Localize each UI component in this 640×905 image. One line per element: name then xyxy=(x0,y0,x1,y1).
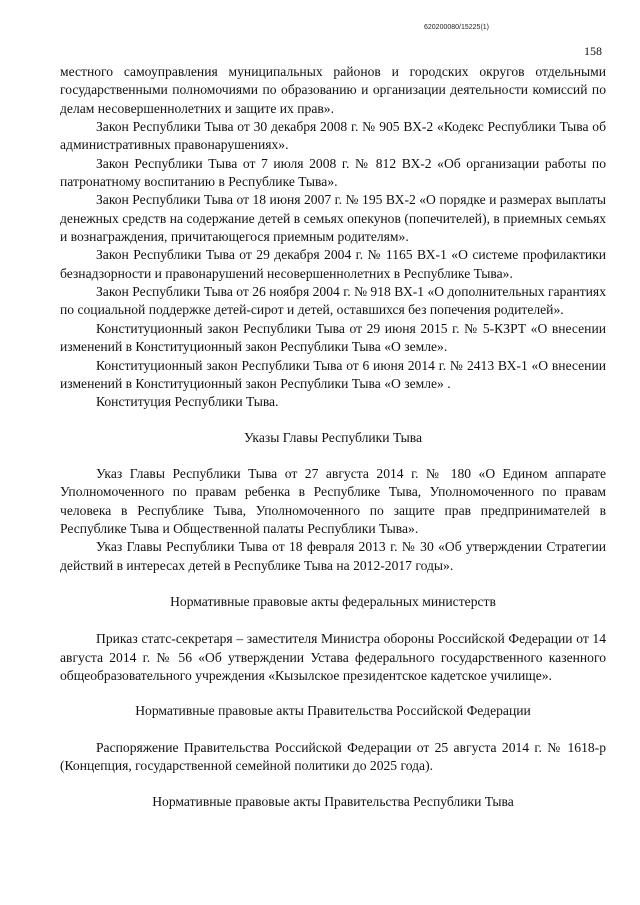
government-rf-paragraph: Распоряжение Правительства Российской Федерации от 25 августа 2014 г. № 1618-р (Концепция, государственной семейной политики до 2025 года). xyxy=(60,739,606,773)
section-heading-ministries: Нормативные правовые акты федеральных министерств xyxy=(170,593,496,609)
law-paragraph: Закон Республики Тыва от 7 июля 2008 г. № 812 ВХ-2 «Об организации работы по патронатному воспитанию в Республике Тыва». xyxy=(60,155,606,190)
section-heading-government-tyva: Нормативные правовые акты Правительства Республики Тыва xyxy=(152,794,514,810)
paragraph-continuation: местного самоуправления муниципальных районов и городских округов отдельными государственными полномочиями по образованию и организации деятельности комиссий по делам несовершеннолетних и защите их прав». xyxy=(60,64,606,116)
decree-paragraph: Указ Главы Республики Тыва от 27 августа 2014 г. № 180 «О Едином аппарате Уполномоченного по правам ребенка в Республике Тыва, Уполномоченного по правам человека в Республике Тыва, Уполномоченного по защите прав предпринимателей в Республике Тыва и Общественной палаты Республики Тыва». xyxy=(60,465,606,536)
law-paragraph: Закон Республики Тыва от 29 декабря 2004 г. № 1165 ВХ-1 «О системе профилактики безнадзорности и правонарушений несовершеннолетних в Республике Тыва». xyxy=(60,247,606,281)
law-paragraph: Конституционный закон Республики Тыва от 6 июня 2014 г. № 2413 ВХ-1 «О внесении изменений в Конституционный закон Республики Тыва «О земле» . xyxy=(60,357,606,391)
section-heading-government-rf: Нормативные правовые акты Правительства Российской Федерации xyxy=(135,703,531,719)
law-paragraph: Конституционный закон Республики Тыва от 29 июня 2015 г. № 5-КЗРТ «О внесении изменений в Конституционный закон Республики Тыва «О земле». xyxy=(60,320,606,355)
law-paragraph: Закон Республики Тыва от 18 июня 2007 г. № 195 ВХ-2 «О порядке и размерах выплаты денежных средств на содержание детей в семьях опекунов (попечителей), в приемных семьях и вознаграждения, причитающегося приемным родителям». xyxy=(60,192,606,245)
page-number: 158 xyxy=(584,44,602,58)
section-heading-decrees: Указы Главы Республики Тыва xyxy=(244,429,422,445)
document-id: 620200080/15225(1) xyxy=(424,24,490,31)
document-body xyxy=(60,63,606,812)
ministry-paragraph: Приказ статс-секретаря – заместителя Министра обороны Российской Федерации от 14 августа 2014 г. № 56 «Об утверждении Устава федерального государственного казенного общеобразовательного учреждения «Кызылское президентское кадетское училище». xyxy=(60,631,606,683)
law-paragraph: Конституция Республики Тыва. xyxy=(96,394,279,410)
law-paragraph: Закон Республики Тыва от 26 ноября 2004 г. № 918 ВХ-1 «О дополнительных гарантиях по социальной поддержке детей-сирот и детей, оставшихся без попечения родителей». xyxy=(60,284,606,318)
decree-paragraph: Указ Главы Республики Тыва от 18 февраля 2013 г. № 30 «Об утверждении Стратегии действий в интересах детей в Республике Тыва на 2012-2017 годы». xyxy=(60,539,606,573)
law-paragraph: Закон Республики Тыва от 30 декабря 2008 г. № 905 ВХ-2 «Кодекс Республики Тыва об административных правонарушениях». xyxy=(60,119,606,153)
